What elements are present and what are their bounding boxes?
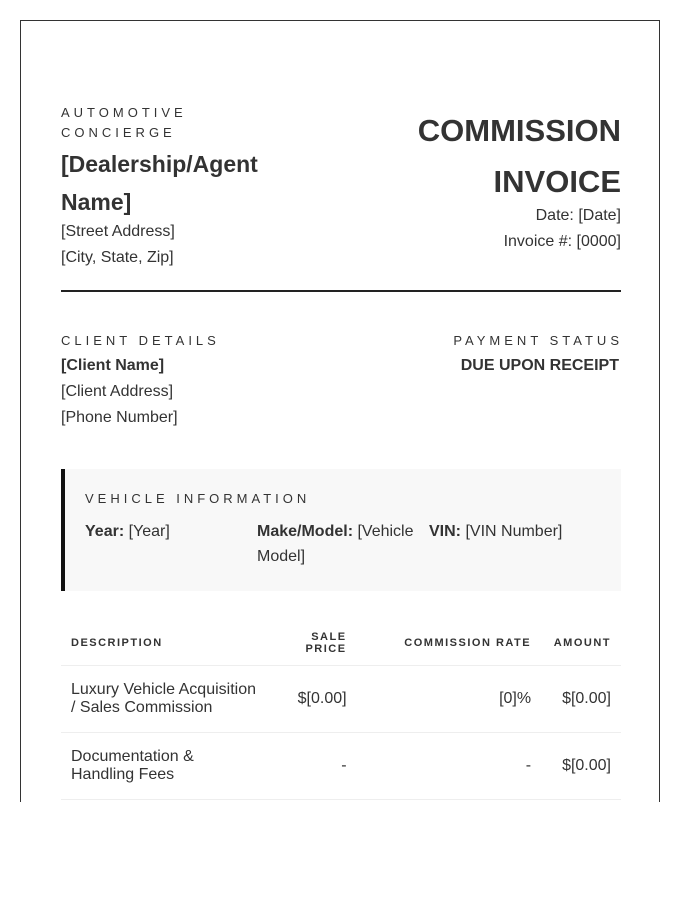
table-header-row xyxy=(61,621,621,666)
invoice-date: Date: [Date] xyxy=(535,207,621,224)
row-amount: $[0.00] xyxy=(541,666,621,733)
client-phone: [Phone Number] xyxy=(61,409,178,426)
vehicle-make-model xyxy=(257,519,423,569)
header-amount: AMOUNT xyxy=(541,621,621,666)
invoice-number: Invoice #: [0000] xyxy=(503,233,621,250)
invoice-header xyxy=(61,101,621,269)
invoice-title: COMMISSION INVOICE xyxy=(417,113,621,199)
vehicle-year-label: Year: xyxy=(85,523,125,540)
vehicle-year-value: [Year] xyxy=(128,523,170,540)
header-description: DESCRIPTION xyxy=(61,621,267,666)
row-amount: $[0.00] xyxy=(541,733,621,800)
client-name: [Client Name] xyxy=(61,357,165,374)
client-address: [Client Address] xyxy=(61,383,174,400)
vehicle-info-label: VEHICLE INFORMATION xyxy=(85,491,311,506)
payment-status xyxy=(359,331,623,379)
client-details xyxy=(61,331,361,431)
row-description: Documentation & Handling Fees xyxy=(61,733,267,800)
client-details-label: CLIENT DETAILS xyxy=(61,333,220,348)
agent-name: [Dealership/Agent Name] xyxy=(61,151,258,215)
vehicle-make-value: [Vehicle Model] xyxy=(257,523,414,565)
city-state-zip: [City, State, Zip] xyxy=(61,249,174,266)
row-sale-price: - xyxy=(267,733,356,800)
brand-tagline: AUTOMOTIVE CONCIERGE xyxy=(61,105,187,140)
header-divider xyxy=(61,290,621,292)
vehicle-vin-value: [VIN Number] xyxy=(465,523,563,540)
line-items-table xyxy=(61,621,621,800)
vehicle-year xyxy=(85,519,245,544)
row-commission-rate: - xyxy=(357,733,542,800)
vehicle-information xyxy=(61,469,621,591)
row-sale-price: $[0.00] xyxy=(267,666,356,733)
vehicle-vin-label: VIN: xyxy=(429,523,461,540)
table-row xyxy=(61,733,621,800)
payment-status-value: DUE UPON RECEIPT xyxy=(460,357,619,374)
vehicle-vin xyxy=(429,519,609,544)
table-row xyxy=(61,666,621,733)
invoice-page xyxy=(20,20,660,802)
payment-status-label: PAYMENT STATUS xyxy=(453,333,623,348)
header-sale-price: SALE PRICE xyxy=(267,621,356,666)
vehicle-make-label: Make/Model: xyxy=(257,523,354,540)
header-commission-rate: COMMISSION RATE xyxy=(357,621,542,666)
row-description: Luxury Vehicle Acquisition / Sales Commission xyxy=(61,666,267,733)
street-address: [Street Address] xyxy=(61,223,175,240)
row-commission-rate: [0]% xyxy=(357,666,542,733)
